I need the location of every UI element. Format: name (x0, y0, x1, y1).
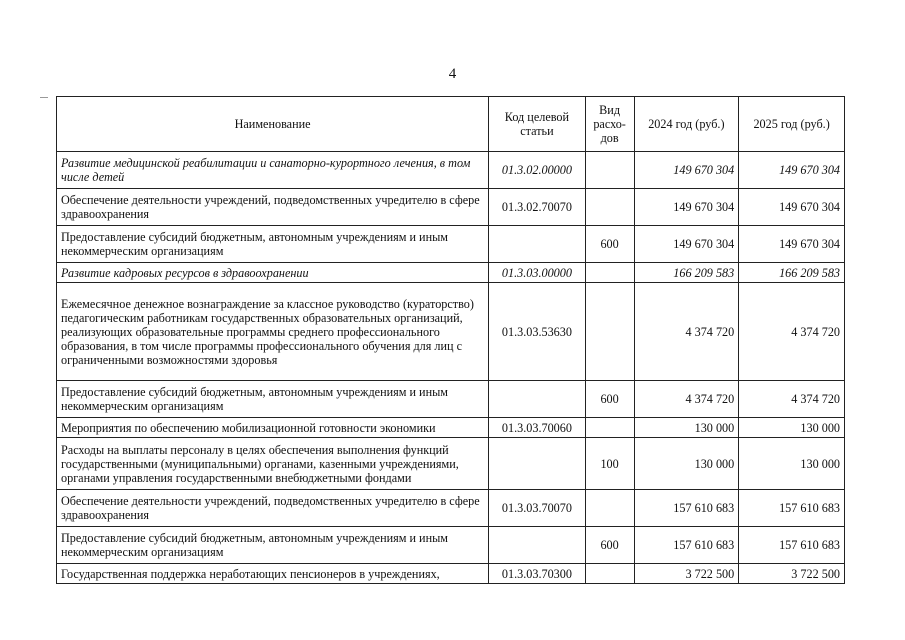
row-amount-2024: 130 000 (634, 438, 739, 490)
table-row (57, 438, 845, 490)
table-row (57, 226, 845, 263)
row-amount-2025: 3 722 500 (739, 564, 845, 584)
row-expense-type (585, 490, 634, 527)
row-amount-2025: 4 374 720 (739, 283, 845, 381)
row-expense-type: 600 (585, 226, 634, 263)
row-amount-2024: 166 209 583 (634, 263, 739, 283)
row-amount-2024: 3 722 500 (634, 564, 739, 584)
header-code: Код целевой статьи (489, 97, 586, 152)
table-row (57, 564, 845, 584)
row-amount-2024: 4 374 720 (634, 283, 739, 381)
table-row (57, 152, 845, 189)
table-row (57, 283, 845, 381)
row-amount-2025: 149 670 304 (739, 152, 845, 189)
row-amount-2024: 4 374 720 (634, 381, 739, 418)
table-header-row (57, 97, 845, 152)
header-2025: 2025 год (руб.) (739, 97, 845, 152)
row-code: 01.3.03.53630 (489, 283, 586, 381)
row-amount-2025: 157 610 683 (739, 490, 845, 527)
row-amount-2025: 157 610 683 (739, 527, 845, 564)
row-code (489, 527, 586, 564)
row-amount-2025: 149 670 304 (739, 226, 845, 263)
row-expense-type (585, 189, 634, 226)
row-code: 01.3.03.70070 (489, 490, 586, 527)
table-row (57, 418, 845, 438)
page-number: 4 (448, 66, 457, 82)
row-name: Мероприятия по обеспечению мобилизационной готовности экономики (57, 418, 489, 438)
row-expense-type (585, 418, 634, 438)
table-row (57, 381, 845, 418)
row-amount-2025: 130 000 (739, 418, 845, 438)
table-row (57, 490, 845, 527)
row-amount-2025: 149 670 304 (739, 189, 845, 226)
row-code: 01.3.02.70070 (489, 189, 586, 226)
row-name: Обеспечение деятельности учреждений, подведомственных учредителю в сфере здравоохранения (57, 189, 489, 226)
row-name: Обеспечение деятельности учреждений, подведомственных учредителю в сфере здравоохранения (57, 490, 489, 527)
row-expense-type: 600 (585, 527, 634, 564)
row-amount-2024: 149 670 304 (634, 189, 739, 226)
header-2024: 2024 год (руб.) (634, 97, 739, 152)
row-name: Предоставление субсидий бюджетным, автономным учреждениям и иным некоммерческим организациям (57, 226, 489, 263)
row-amount-2024: 157 610 683 (634, 490, 739, 527)
row-code (489, 226, 586, 263)
row-name: Предоставление субсидий бюджетным, автономным учреждениям и иным некоммерческим организациям (57, 527, 489, 564)
row-amount-2025: 130 000 (739, 438, 845, 490)
row-expense-type (585, 564, 634, 584)
row-code: 01.3.03.00000 (489, 263, 586, 283)
table-body (57, 152, 845, 584)
table-row (57, 263, 845, 283)
table-row (57, 189, 845, 226)
row-amount-2024: 157 610 683 (634, 527, 739, 564)
row-amount-2025: 166 209 583 (739, 263, 845, 283)
row-name: Расходы на выплаты персоналу в целях обеспечения выполнения функций государственными (муниципальными) органами, казенными учреждениями, органами управления государственными внебюджетными фондами (57, 438, 489, 490)
row-name: Государственная поддержка неработающих пенсионеров в учреждениях, (57, 564, 489, 584)
row-amount-2024: 149 670 304 (634, 226, 739, 263)
row-code: 01.3.03.70300 (489, 564, 586, 584)
header-vid: Вид расхо-дов (585, 97, 634, 152)
row-expense-type: 100 (585, 438, 634, 490)
row-amount-2025: 4 374 720 (739, 381, 845, 418)
header-name: Наименование (57, 97, 489, 152)
row-name: Предоставление субсидий бюджетным, автономным учреждениям и иным некоммерческим организациям (57, 381, 489, 418)
row-code: 01.3.02.00000 (489, 152, 586, 189)
row-expense-type (585, 283, 634, 381)
row-amount-2024: 130 000 (634, 418, 739, 438)
row-code (489, 438, 586, 490)
row-name: Развитие медицинской реабилитации и санаторно-курортного лечения, в том числе детей (57, 152, 489, 189)
row-expense-type (585, 152, 634, 189)
scan-artifact (40, 97, 48, 98)
row-code: 01.3.03.70060 (489, 418, 586, 438)
row-amount-2024: 149 670 304 (634, 152, 739, 189)
row-name: Развитие кадровых ресурсов в здравоохранении (57, 263, 489, 283)
row-name: Ежемесячное денежное вознаграждение за классное руководство (кураторство) педагогическим работникам государственных образовательных организаций, реализующих образовательные программы среднего профессионального образования, в том числе программы профессионального обучения для лиц с ограниченными возможностями здоровья (57, 283, 489, 381)
row-code (489, 381, 586, 418)
budget-table (56, 96, 845, 584)
row-expense-type (585, 263, 634, 283)
table-row (57, 527, 845, 564)
row-expense-type: 600 (585, 381, 634, 418)
